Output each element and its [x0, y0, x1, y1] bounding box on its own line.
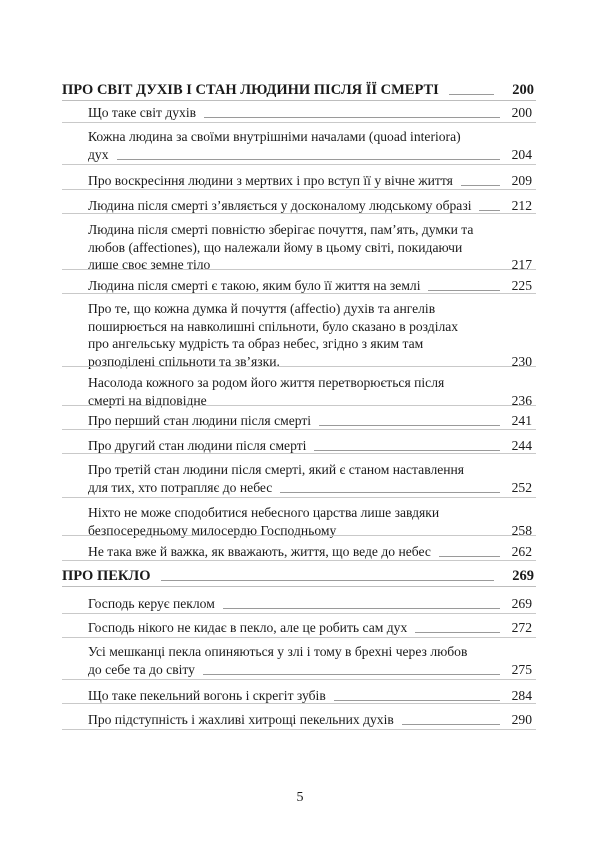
- toc-entry-title: [88, 711, 498, 729]
- toc-entry-line: Про воскресіння людини з мертвих і про вступ її у вічне життя: [88, 173, 453, 188]
- leader-line: [280, 492, 500, 493]
- toc-entry-page-number: 236: [511, 392, 532, 408]
- toc-entry-line: до себе та до світу: [88, 661, 195, 677]
- section-heading[interactable]: [62, 567, 536, 587]
- divider: [62, 122, 536, 123]
- toc-entry-line: лише своє земне тіло: [88, 257, 211, 273]
- toc-entry-page-number: 258: [511, 522, 532, 538]
- toc-entry-page-number: 262: [511, 544, 532, 559]
- divider: [62, 429, 536, 430]
- toc-entry-line: Насолода кожного за родом його життя перетворюється після: [88, 375, 445, 390]
- section-page-number: 200: [512, 82, 534, 98]
- toc-entry-title: [88, 543, 498, 561]
- toc-entry-page-number: 275: [511, 661, 532, 677]
- toc-entry-line: Про перший стан людини після смерті: [88, 413, 312, 428]
- toc-entry-page-number: 284: [511, 688, 532, 703]
- divider: [62, 189, 536, 190]
- section-page-number: 269: [512, 568, 534, 584]
- toc-entry-page-number: 241: [511, 413, 532, 428]
- section-heading-line: [62, 567, 536, 585]
- leader-line: [203, 674, 500, 675]
- toc-entry-page-number: 244: [511, 438, 532, 453]
- divider: [62, 535, 536, 536]
- toc-entry-line: любов (affectiones), що належали йому в цьому світі, покидаючи: [88, 239, 463, 255]
- leader-line: [223, 608, 500, 609]
- toc-entry-line: Про підступність і жахливі хитрощі пекельних духів: [88, 712, 394, 727]
- leader-line: [428, 290, 500, 291]
- toc-entry-line: Кожна людина за своїми внутрішніми началами (quoad interiora): [88, 129, 461, 144]
- leader-line: [314, 450, 500, 451]
- leader-line: [461, 185, 500, 186]
- page-number: 5: [296, 790, 304, 805]
- toc-entry-title: [88, 619, 498, 637]
- toc-entry-line: Ніхто не може сподобитися небесного царства лише завдяки: [88, 505, 440, 520]
- leader-line: [334, 700, 500, 701]
- toc-entry-title: [88, 172, 498, 190]
- toc-entry-line: смерті на відповідне: [88, 392, 207, 408]
- toc-entry-page-number: 225: [511, 278, 532, 293]
- toc-entry-title: [88, 104, 498, 122]
- toc-entry-line: поширюється на навколишні спільноти, було сказано в розділах: [88, 318, 459, 334]
- toc-entry-line: Людина після смерті повністю зберігає почуття, пам’ять, думки та: [88, 222, 474, 237]
- divider: [62, 293, 536, 294]
- divider: [62, 366, 536, 367]
- toc-entry-line: Про другий стан людини після смерті: [88, 438, 307, 453]
- toc-entry-line: Людина після смерті є такою, яким було її життя на землі: [88, 278, 421, 293]
- toc-entry-line: для тих, хто потрапляє до небес: [88, 479, 273, 495]
- toc-entry-page-number: 230: [511, 354, 532, 370]
- toc-entry-line: Що таке пекельний вогонь і скрегіт зубів: [88, 688, 326, 703]
- toc-entry-page-number: 200: [511, 105, 532, 120]
- divider: [62, 679, 536, 680]
- toc-entry-line: Про третій стан людини після смерті, який є станом наставлення: [88, 462, 465, 477]
- section-title: ПРО ПЕКЛО: [62, 568, 151, 584]
- section-heading[interactable]: [62, 81, 536, 101]
- leader-line: [161, 580, 494, 581]
- divider: [62, 613, 536, 614]
- leader-line: [117, 159, 500, 160]
- divider: [62, 100, 536, 101]
- divider: [62, 703, 536, 704]
- toc-entry-line: Усі мешканці пекла опиняються у злі і тому в брехні через любов: [88, 644, 468, 659]
- toc-entry-line: Господь керує пеклом: [88, 596, 215, 611]
- section-title: ПРО СВІТ ДУХІВ І СТАН ЛЮДИНИ ПІСЛЯ ЇЇ СМЕРТІ: [62, 82, 439, 98]
- toc-entry-line: Що таке світ духів: [88, 105, 197, 120]
- divider: [62, 405, 536, 406]
- divider: [62, 560, 536, 561]
- leader-line: [479, 210, 500, 211]
- toc-entry-title: [88, 300, 498, 371]
- toc-entry-page-number: 209: [511, 173, 532, 188]
- toc-entry-page-number: 272: [511, 620, 532, 635]
- leader-line: [449, 94, 494, 95]
- toc-entry-title: [88, 221, 498, 274]
- leader-line: [204, 117, 500, 118]
- divider: [62, 269, 536, 270]
- toc-entry-line: Людина після смерті з’являється у досконалому людському образі: [88, 198, 472, 213]
- toc-entry-page-number: 269: [511, 596, 532, 611]
- divider: [62, 729, 536, 730]
- toc-entry-title: [88, 412, 498, 430]
- leader-line: [415, 632, 500, 633]
- toc-entry-title: [88, 595, 498, 613]
- leader-line: [319, 425, 500, 426]
- divider: [62, 586, 536, 587]
- toc-entry-line: дух: [88, 146, 109, 162]
- divider: [62, 164, 536, 165]
- divider: [62, 637, 536, 638]
- toc-entry-line: про ангельську мудрість та образ небес, згідно з яким там: [88, 336, 424, 352]
- toc-entry-page-number: 217: [511, 257, 532, 273]
- toc-entry-page-number: 252: [511, 479, 532, 495]
- section-heading-line: [62, 81, 536, 99]
- divider: [62, 213, 536, 214]
- leader-line: [439, 556, 500, 557]
- divider: [62, 453, 536, 454]
- toc-entry-page-number: 212: [511, 198, 532, 213]
- toc-entry-line: Господь нікого не кидає в пекло, але це робить сам дух: [88, 620, 408, 635]
- toc-entry-line: безпосередньому милосердю Господньому: [88, 522, 337, 538]
- toc-entry-page-number: 290: [511, 712, 532, 727]
- divider: [62, 497, 536, 498]
- toc-entry-page-number: 204: [511, 146, 532, 162]
- toc-entry-line: Не така вже й важка, як вважають, життя, що веде до небес: [88, 544, 431, 559]
- toc-entry-line: розподілені спільноти та зв’язки.: [88, 354, 280, 370]
- leader-line: [402, 724, 500, 725]
- toc-entry-line: Про те, що кожна думка й почуття (affectio) духів та ангелів: [88, 301, 436, 316]
